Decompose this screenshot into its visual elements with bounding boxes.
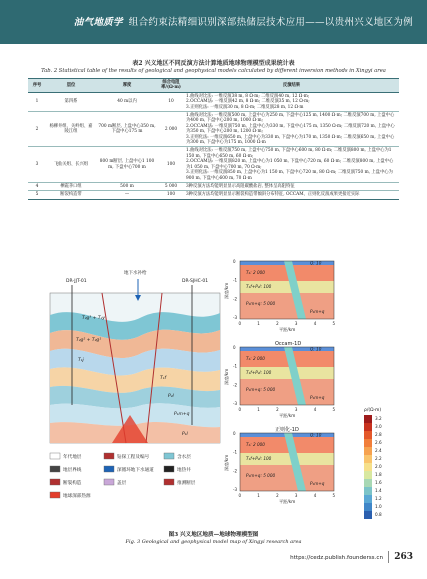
legend-label: 含水层 <box>177 455 191 460</box>
section-layer-label: T₁f <box>160 376 167 381</box>
legend-label: 地球深部热源 <box>63 494 91 499</box>
legend-label: 年代地层 <box>63 455 82 460</box>
legend-swatch <box>104 466 114 472</box>
resistivity-cell: 100 <box>158 147 184 182</box>
legend-swatch <box>164 466 174 472</box>
layer-cell: 飞仙关组、长兴组 <box>46 147 96 182</box>
footer-url[interactable]: https://cedz.publish.founderss.cn <box>290 555 383 561</box>
well-left-label: DR-JJT-01 <box>66 279 87 284</box>
model-layer-label: Q: 10 <box>310 346 322 352</box>
y-tick-label: -1 <box>233 277 237 283</box>
figure-svg <box>42 255 414 528</box>
table-row <box>28 112 399 147</box>
colorbar-tick-label: 3.2 <box>375 416 382 421</box>
result-line: 3.正则化法: 一维反演650 m, 上盘中心为330 m, 下盘中心为170 m, 1350 Ω·m; 二维反演650 m, 上盘中心为300 m, 下盘中心为175 m, 1000 Ω·m <box>186 134 395 146</box>
y-tick-label: -3 <box>233 401 237 406</box>
y-tick-label: -2 <box>233 296 237 302</box>
legend-label: 断裂构造 <box>63 481 82 486</box>
results-cell <box>184 112 399 147</box>
model-layer-label: P₁m+q <box>310 481 325 486</box>
model-layer-p1 <box>240 379 334 405</box>
colorbar-swatch <box>364 487 372 495</box>
colorbar-tick-label: 2.2 <box>375 456 382 461</box>
results-table <box>28 78 399 200</box>
x-tick-label: 2 <box>276 493 279 498</box>
x-tick-label: 1 <box>257 321 260 326</box>
section-layer-label: P₁l <box>182 432 188 437</box>
x-tick-label: 5 <box>332 321 336 326</box>
legend-swatch <box>50 453 60 459</box>
colorbar-tick-label: 0.8 <box>375 512 382 517</box>
section-layer-label: P₁m+q <box>174 412 190 417</box>
running-title: 组合约束法精细识别深部热储层技术应用——以贵州兴义地区为例 <box>128 17 413 28</box>
layer-cell: 第四系 <box>46 92 96 111</box>
model-layer-label: Q: 10 <box>310 432 322 438</box>
section-layer-label: T₂g² + T₂g¹ <box>76 338 102 343</box>
legend-label: 地热井 <box>177 468 191 473</box>
resistivity-models <box>223 259 336 505</box>
y-tick-label: -3 <box>233 315 237 320</box>
legend-label: 深循环地下水通道 <box>117 468 154 473</box>
colorbar-swatch <box>364 455 372 463</box>
result-line: 3种反演方法均能明显显示断裂构造带倾斜分布特征, OCCAM、正则化反演成果更接近实际 <box>186 192 360 198</box>
colorbar-tick-label: 1.4 <box>375 488 382 493</box>
legend-label: 地层界线 <box>63 468 82 473</box>
row-number-cell: 2 <box>28 112 46 147</box>
legend-label: 推测断层 <box>177 481 196 486</box>
legend <box>50 453 196 499</box>
footer-divider <box>388 551 389 563</box>
model-layer-label: P₁m+q <box>310 395 325 400</box>
y-tick-label: -3 <box>233 487 237 492</box>
model-layer-p1 <box>240 293 334 319</box>
colorbar-tick-label: 1.8 <box>375 472 382 477</box>
x-tick-label: 0 <box>238 493 242 498</box>
result-line: 1.曲线对比法: 一维反演38 m, 8 Ω·m; 二维反演40 m, 12 Ω·m; <box>186 93 310 99</box>
legend-swatch <box>50 492 60 498</box>
result-line: 1.曲线对比法: 一维反演500 m, 上盘中心为250 m, 下盘中心125 m, 1400 Ω·m; 二维反演700 m, 上盘中心为400 m, 下盘中心200 m, 1000 Ω·m; <box>186 113 395 124</box>
colorbar-tick-label: 2.0 <box>375 464 382 469</box>
colorbar-title: ρ/(Ω·m) <box>364 408 382 413</box>
colorbar-tick-label: 1.6 <box>375 480 382 485</box>
thickness-cell: 700 m断层, 上盘中心350 m, 下盘中心175 m <box>96 112 158 147</box>
x-tick-label: 4 <box>313 407 317 412</box>
y-tick-label: -2 <box>233 382 237 388</box>
model-layer-label: P₁m+q: 5 000 <box>246 301 276 306</box>
thickness-cell: — <box>96 191 158 199</box>
colorbar-swatch <box>364 439 372 447</box>
legend-swatch <box>104 453 114 459</box>
x-tick-label: 3 <box>294 493 298 498</box>
layer-cell: 杨柳井组、关岭组、嘉陵江组 <box>46 112 96 147</box>
x-tick-label: 3 <box>294 407 298 412</box>
model-layer-label: T₁f+P₂l: 100 <box>246 456 272 461</box>
model-layer-p1 <box>240 465 334 491</box>
row-number-cell: 1 <box>28 92 46 111</box>
thickness-cell: 40 m以内 <box>96 92 158 111</box>
table-row <box>28 182 399 190</box>
x-tick-label: 1 <box>257 407 260 412</box>
results-cell <box>184 147 399 182</box>
model-layer-label: T₁f+P₂l: 100 <box>246 370 272 375</box>
resistivity-cell: 100 <box>158 191 184 199</box>
recharge-label: 地下水补给 <box>124 271 147 276</box>
figure-3 <box>42 255 414 528</box>
table-header-cell: 序号 <box>28 79 46 93</box>
colorbar <box>364 407 382 519</box>
legend-label: 盖层 <box>117 481 127 486</box>
legend-swatch <box>50 466 60 472</box>
well-right-label: DR-SJHC-01 <box>182 279 209 284</box>
table-header-row <box>28 79 399 93</box>
x-tick-label: 3 <box>294 321 298 326</box>
thickness-cell: 800 m断层, 上盘中心1 100 m, 下盘中心700 m <box>96 147 158 182</box>
page-number: 263 <box>394 552 413 562</box>
figure-caption-cn: 图3 兴义地区地质—地球物理模型图 <box>168 532 259 538</box>
resistivity-cell: 10 <box>158 92 184 111</box>
table-header-cell: 厚度 <box>96 79 158 93</box>
section-layer-label: P₂l <box>168 394 174 399</box>
model-layer-label: T₂: 2 000 <box>246 270 265 275</box>
x-axis-label: 平距/km <box>279 499 296 504</box>
x-tick-label: 4 <box>313 493 317 498</box>
model-layer-label: P₁m+q: 5 000 <box>246 473 276 478</box>
table-body <box>28 92 399 199</box>
model-layer-label: Q: 10 <box>310 260 322 266</box>
y-tick-label: -1 <box>233 449 237 455</box>
colorbar-swatch <box>364 415 372 423</box>
result-line: 2.OCCAM法: 一维反演820 m, 上盘中心为1 050 m, 下盘中心720 m, 60 Ω·m; 二维反演800 m, 上盘中心为1 050 m, 下盘中心700 m, 70 Ω·m; <box>186 159 394 170</box>
colorbar-swatch <box>364 479 372 487</box>
colorbar-swatch <box>364 447 372 455</box>
table-row <box>28 147 399 182</box>
x-tick-label: 1 <box>257 493 260 498</box>
result-line: 3.正则化法: 一维反演850 m, 上盘中心为1 150 m, 下盘中心720 m, 80 Ω·m; 二维反演750 m, 上盘中心为900 m, 下盘中心600 m, 70 Ω·m <box>186 170 393 181</box>
geologic-cross-section <box>50 269 220 443</box>
model-title: Occam-1D <box>275 341 302 347</box>
x-tick-label: 2 <box>276 407 279 412</box>
colorbar-swatch <box>364 503 372 511</box>
table-header-cell: 层位 <box>46 79 96 93</box>
y-tick-label: -1 <box>233 363 237 369</box>
model-layer-label: T₂: 2 000 <box>246 356 265 361</box>
x-tick-label: 0 <box>238 321 242 326</box>
resistivity-model <box>223 426 336 505</box>
y-tick-label: 0 <box>233 431 236 436</box>
x-tick-label: 2 <box>276 321 279 326</box>
result-line: 1.曲线对比法: 一维反演750 m, 上盘中心750 m, 下盘中心600 m, 80 Ω·m; 二维反演800 m, 上盘中心为1 150 m, 下盘中心650 m, 60 Ω·m; <box>186 148 392 159</box>
legend-swatch <box>164 479 174 485</box>
section-layer-label: T₂g³ + T₂y <box>82 316 106 321</box>
y-tick-label: 0 <box>233 259 236 264</box>
table-caption-en: Tab. 2 Statistical table of the results of geological and geophysical models calculated by different inversion methods in Xingyi area <box>41 68 386 74</box>
model-title: 正则化-1D <box>275 427 299 433</box>
colorbar-tick-label: 2.6 <box>375 440 382 445</box>
result-line: 2.OCCAM法: 一维反演750 m, 上盘中心为330 m, 下盘中心175 m, 1350 Ω·m; 二维反演720 m, 上盘中心为350 m, 下盘中心200 m, 1200 Ω·m; <box>186 123 395 135</box>
colorbar-tick-label: 1.0 <box>375 504 382 509</box>
legend-swatch <box>104 479 114 485</box>
thickness-cell: 500 m <box>96 182 158 190</box>
row-number-cell: 3 <box>28 147 46 182</box>
colorbar-tick-label: 2.4 <box>375 448 382 453</box>
row-number-cell: 4 <box>28 182 46 190</box>
resistivity-model <box>223 341 336 419</box>
colorbar-swatch <box>364 463 372 471</box>
colorbar-tick-label: 3.0 <box>375 424 382 429</box>
colorbar-swatch <box>364 511 372 519</box>
x-axis-label: 平距/km <box>279 413 296 418</box>
table-caption-cn: 表2 兴义地区不同反演方法计算地质地球物理模型成果统计表 <box>132 60 295 67</box>
table-header-cell: 综合电阻率/(Ω·m) <box>158 79 184 93</box>
model-layer-label: P₁m+q: 5 000 <box>246 387 276 392</box>
colorbar-tick-label: 2.8 <box>375 432 382 437</box>
table-row <box>28 191 399 199</box>
layer-cell: 栖霞茅口组 <box>46 182 96 190</box>
model-layer-label: T₁f+P₂l: 100 <box>246 284 272 289</box>
result-line: 2.OCCAM法: 一维反演42 m, 8 Ω·m; 二维反演35 m, 12 Ω·m; <box>186 99 310 105</box>
colorbar-tick-label: 1.2 <box>375 496 382 501</box>
model-layer-label: T₂: 2 000 <box>246 442 265 447</box>
x-tick-label: 5 <box>332 493 336 498</box>
section-layer-label: T₁j <box>78 358 84 363</box>
colorbar-swatch <box>364 495 372 503</box>
table-row <box>28 92 399 111</box>
result-line: 3.正则化法: 一维反演30 m, 8 Ω·m; 二维反演28 m, 12 Ω·m <box>186 104 304 110</box>
x-tick-label: 5 <box>332 407 336 412</box>
journal-logo: 油气地质学 <box>73 17 123 28</box>
model-layer-label: P₁m+q <box>310 309 325 314</box>
colorbar-swatch <box>364 423 372 431</box>
x-tick-label: 4 <box>313 321 317 326</box>
results-cell <box>184 182 399 190</box>
legend-swatch <box>50 479 60 485</box>
legend-swatch <box>164 453 174 459</box>
layer-cell: 断裂构造带 <box>46 191 96 199</box>
x-axis-label: 平距/km <box>279 327 296 332</box>
result-line: 3种反演方法均能明显显示高阻碳酸盐岩, 整体呈高阻特征 <box>186 183 295 189</box>
row-number-cell: 5 <box>28 191 46 199</box>
y-axis-label: 深度/km <box>224 368 229 385</box>
y-tick-label: -2 <box>233 468 237 474</box>
y-axis-label: 深度/km <box>224 454 229 471</box>
resistivity-model <box>223 259 336 333</box>
figure-caption-en: Fig. 3 Geological and geophysical model map of Xingyi research area <box>125 539 302 545</box>
header-running-title <box>74 14 413 28</box>
colorbar-swatch <box>364 431 372 439</box>
legend-label: 钻探工程及编号 <box>117 455 150 460</box>
results-cell <box>184 191 399 199</box>
x-tick-label: 0 <box>238 407 242 412</box>
results-cell <box>184 92 399 111</box>
resistivity-cell: 5 000 <box>158 182 184 190</box>
y-axis-label: 深度/km <box>224 282 229 299</box>
colorbar-swatch <box>364 471 372 479</box>
y-tick-label: 0 <box>233 345 236 350</box>
resistivity-cell: 2 000 <box>158 112 184 147</box>
table-header-cell: 反演结果 <box>184 79 399 93</box>
